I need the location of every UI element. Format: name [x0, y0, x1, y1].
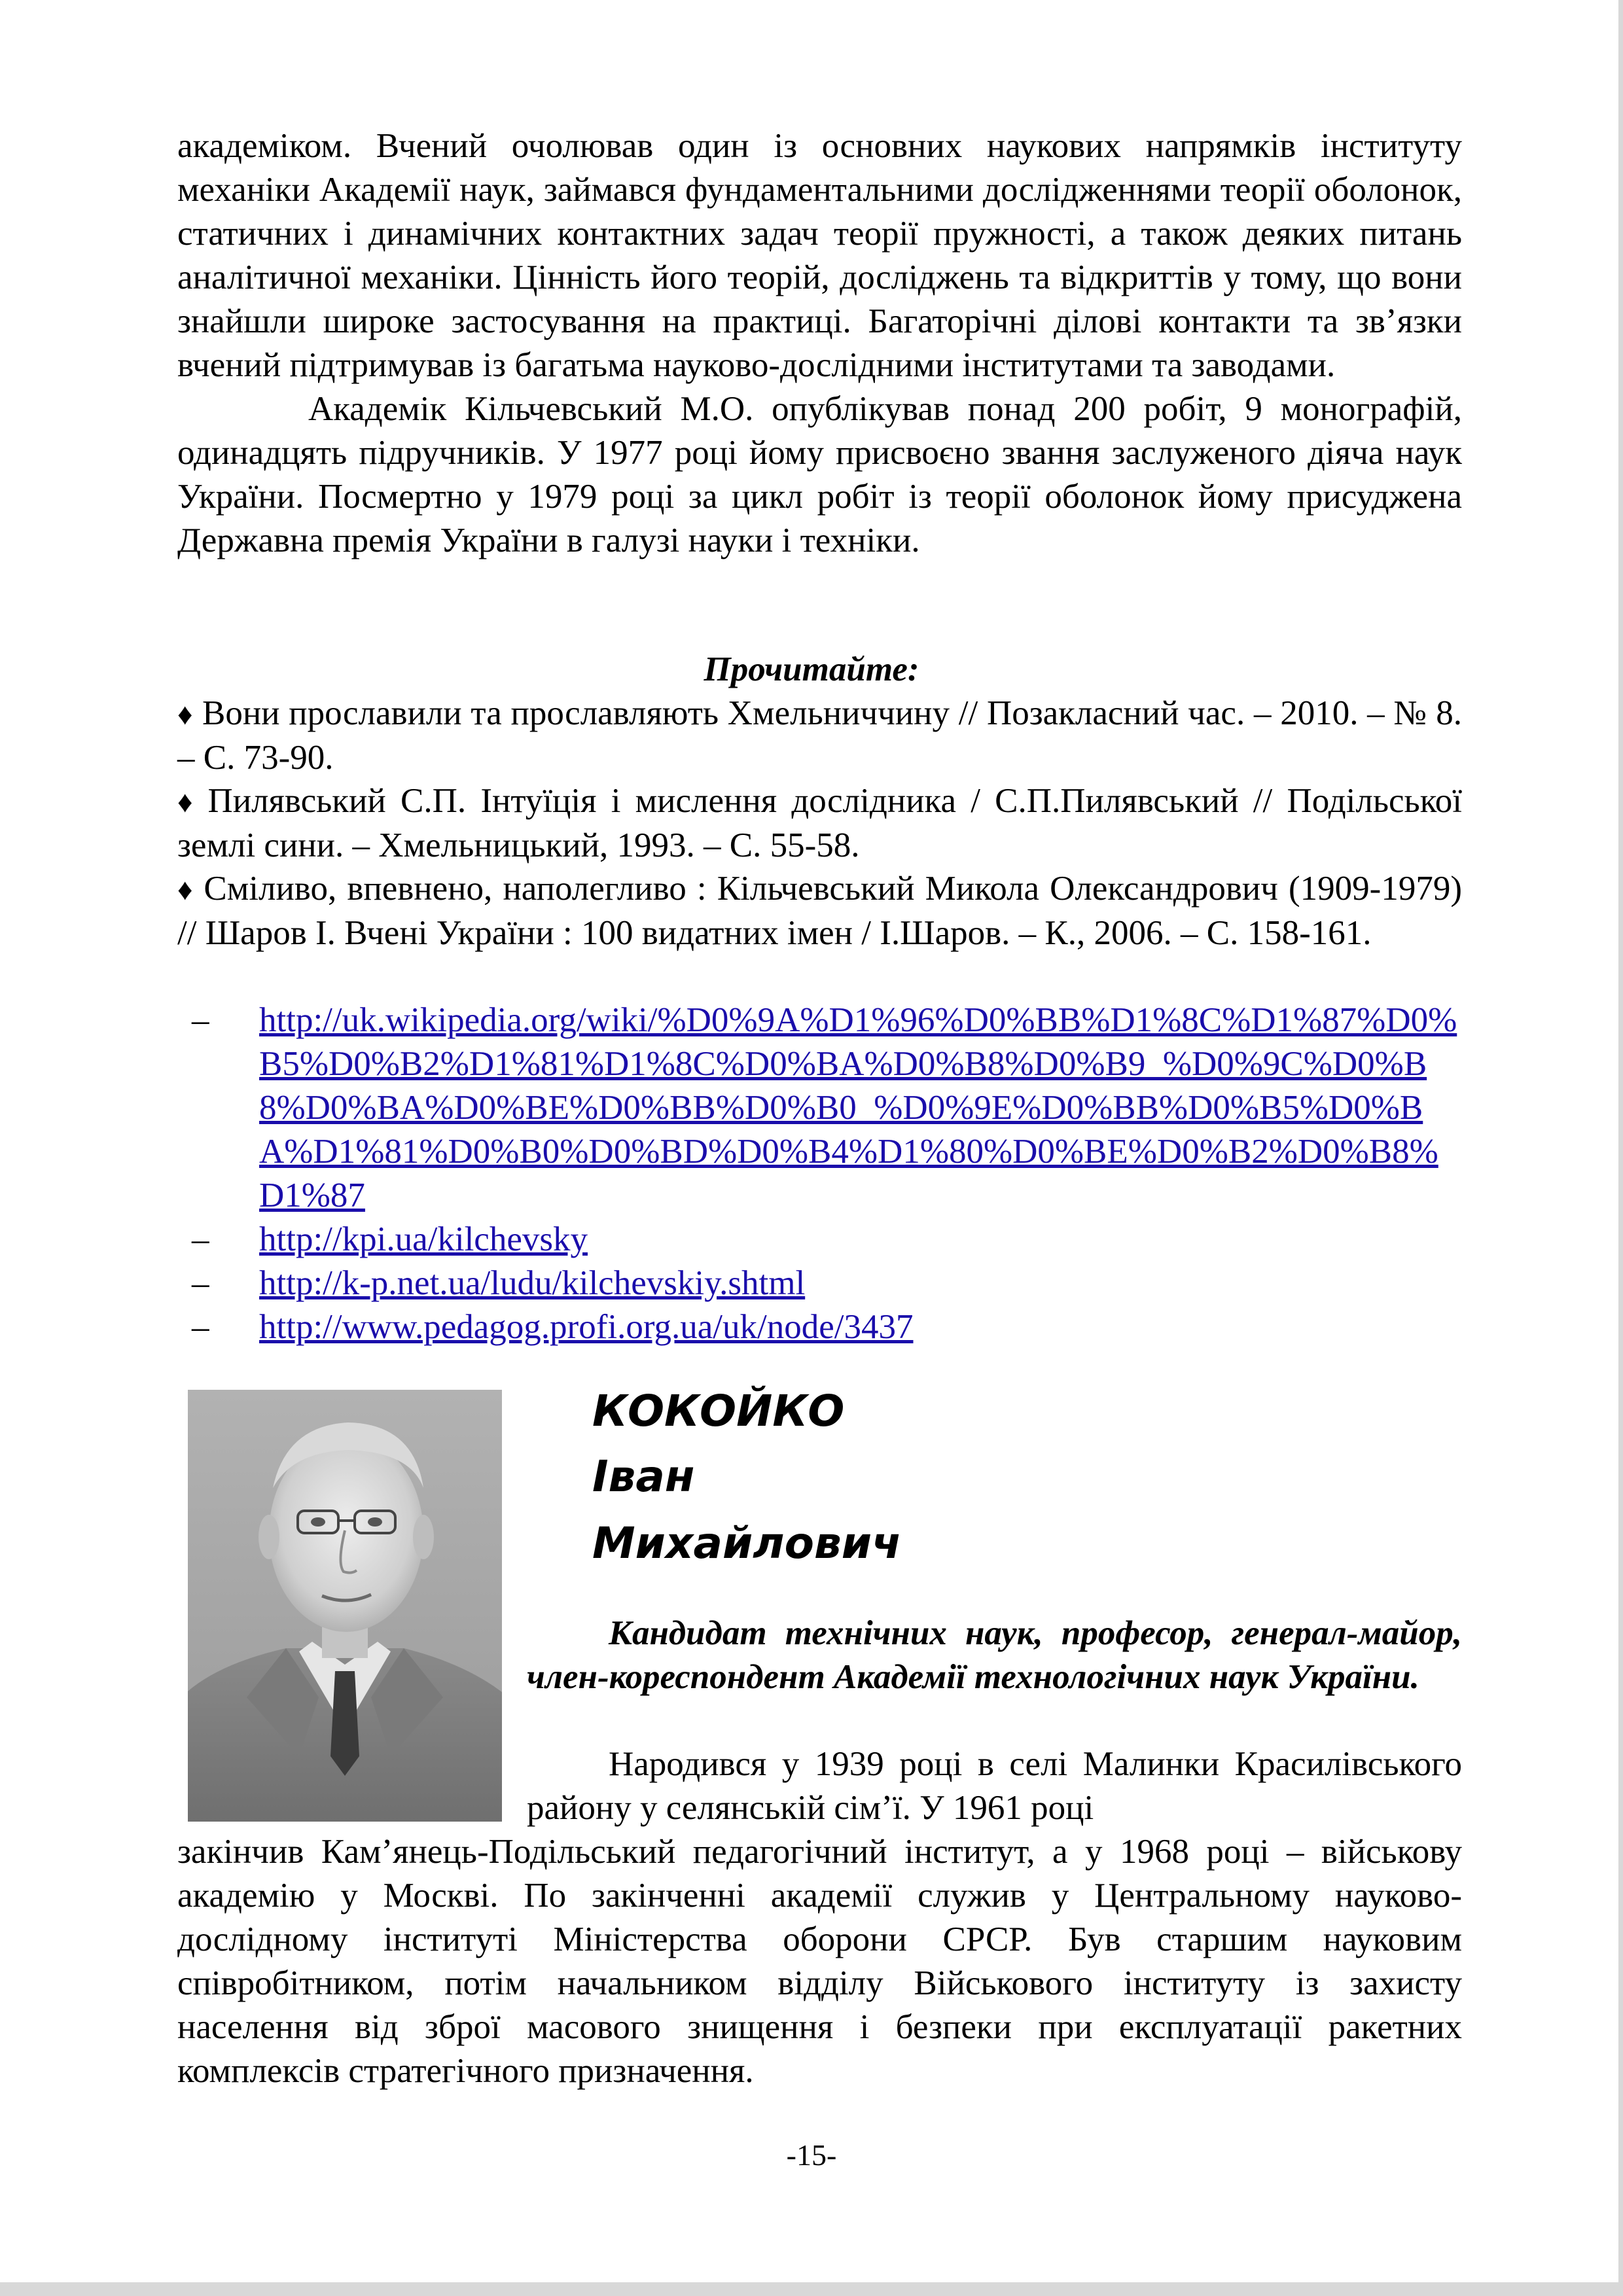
portrait-photo — [188, 1390, 502, 1822]
dash-bullet: – — [192, 1001, 209, 1039]
paragraph-publications: Академік Кільчевський М.О. опублікував понад 200 робіт, 9 монографій, одинадцять підручників. У 1977 році йому присвоєно звання заслуженого діяча наук України. Посмертно у 1979 році за цикл робіт із теорії оболонок йому присуджена Державна премія України в галузі науки і техніки. — [177, 390, 1462, 559]
bibliography-item — [177, 779, 1462, 868]
paragraph-research: академіком. Вчений очолював один із основних наукових напрямків інституту механіки Академії наук, займався фундаментальними дослідженнями теорії оболонок, статичних і динамічних контактних задач теорії пружності, а також деяких питань аналітичної механіки. Цінність його теорій, досліджень та відкриттів у тому, що вони знайшли широке застосування на практиці. Багаторічні ділові контакти та зв’язки вчений підтримував із багатьма науково-дослідними інститутами та заводами. — [177, 127, 1462, 384]
page-edge-bottom — [0, 2282, 1623, 2296]
links-list — [177, 998, 1462, 1349]
link-item — [177, 1262, 1462, 1305]
person-surname: КОКОЙКО — [592, 1386, 845, 1436]
diamond-bullet-icon: ♦ — [177, 785, 199, 819]
dash-bullet: – — [192, 1308, 209, 1346]
link-item — [177, 1218, 1462, 1262]
link-item — [177, 1305, 1462, 1349]
person-patronymic: Михайлович — [592, 1518, 902, 1568]
bibliography-item — [177, 692, 1462, 780]
link-pedagog[interactable]: http://www.pedagog.profi.org.ua/uk/node/3437 — [259, 1308, 914, 1346]
bibliography-text: Сміливо, впевнено, наполегливо : Кільчевський Микола Олександрович (1909-1979) // Шаров І. Вчені України : 100 видатних імен / І.Шаров. – К., 2006. – С. 158-161. — [177, 870, 1462, 952]
portrait-illustration — [188, 1390, 502, 1822]
dash-bullet: – — [192, 1264, 209, 1302]
person-birth-text: Народився у 1939 році в селі Малинки Красилівського району у селянській сім’ї. У 1961 році — [527, 1745, 1462, 1827]
bibliography-item — [177, 867, 1462, 955]
read-heading: Прочитайте: — [704, 650, 919, 688]
person-first-name: Іван — [592, 1451, 695, 1502]
intro-text — [177, 124, 1462, 563]
page-number: -15- — [786, 2138, 837, 2172]
link-item — [177, 998, 1462, 1218]
page-edge-right — [1618, 0, 1623, 2296]
person-titles: Кандидат технічних наук, професор, генерал-майор, член-кореспондент Академії технологічних наук України. — [527, 1614, 1462, 1696]
diamond-bullet-icon: ♦ — [177, 698, 193, 731]
bibliography-text: Вони прославили та прославляють Хмельниччину // Позакласний час. – 2010. – № 8. – С. 73-90. — [177, 694, 1462, 777]
link-kpi[interactable]: http://kpi.ua/kilchevsky — [259, 1220, 588, 1258]
dash-bullet: – — [192, 1220, 209, 1258]
diamond-bullet-icon: ♦ — [177, 873, 195, 906]
person-career-text: закінчив Кам’янець-Подільський педагогічний інститут, а у 1968 році – військову академію у Москві. По закінченні академії служив у Центральному науково-дослідному інституті Міністерства оборони СРСР. Був старшим науковим співробітником, потім начальником відділу Військового інституту із захисту населення від зброї масового знищення і безпеки при експлуатації ракетних комплексів стратегічного призначення. — [177, 1833, 1462, 2090]
bibliography-text: Пилявський С.П. Інтуїція і мислення дослідника / С.П.Пилявський // Подільської землі сини. – Хмельницький, 1993. – С. 55-58. — [177, 782, 1462, 864]
link-wikipedia[interactable]: http://uk.wikipedia.org/wiki/%D0%9A%D1%96%D0%BB%D1%8C%D1%87%D0%B5%D0%B2%D1%81%D1%8C%D0%BA%D0%B8%D0%B9_%D0%9C%D0%B8%D0%BA%D0%BE%D0%BB%D0%B0_%D0%9E%D0%BB%D0%B5%D0%BA%D1%81%D0%B0%D0%BD%D0%B4%D1%80%D0%BE%D0%B2%D0%B8%D1%87 — [259, 1001, 1457, 1214]
link-k-p-net[interactable]: http://k-p.net.ua/ludu/kilchevskiy.shtml — [259, 1264, 806, 1302]
